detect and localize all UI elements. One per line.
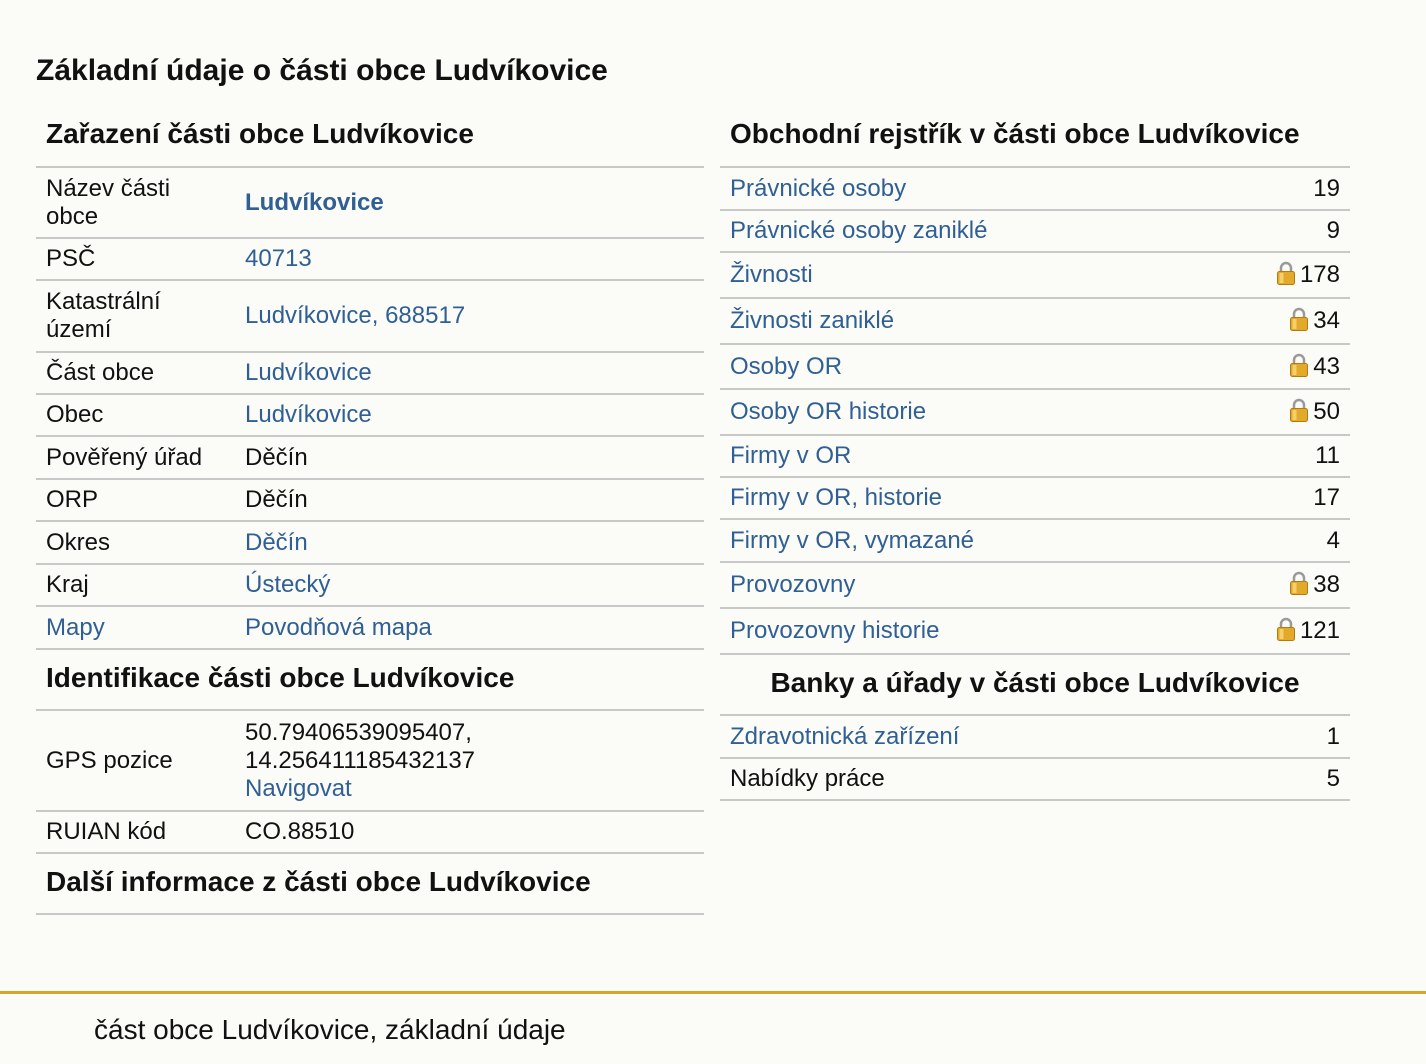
table-row [720, 210, 1350, 252]
padlock-icon [1289, 307, 1309, 331]
row-count: 43 [1313, 352, 1340, 380]
table-row [36, 521, 704, 564]
table-row [720, 435, 1350, 477]
row-key: ORP [46, 486, 99, 513]
identifikace-heading: Identifikace části obce Ludvíkovice [36, 650, 704, 711]
rejstrik-link[interactable]: Osoby OR historie [730, 398, 927, 425]
rejstrik-link[interactable]: Živnosti [730, 261, 813, 288]
rejstrik-link[interactable]: Firmy v OR, historie [730, 484, 943, 511]
row-count: 178 [1299, 261, 1340, 288]
table-row [36, 168, 704, 238]
dalsi-heading: Další informace z části obce Ludvíkovice [36, 854, 704, 915]
footer-text: část obce Ludvíkovice, základní údaje [94, 1014, 566, 1045]
right-column [720, 108, 1350, 801]
row-count: 1 [1326, 722, 1340, 750]
rejstrik-link[interactable]: Právnické osoby zaniklé [730, 217, 988, 244]
rejstrik-table [720, 168, 1350, 655]
rejstrik-link[interactable]: Firmy v OR, vymazané [730, 526, 975, 554]
padlock-icon [1289, 571, 1309, 595]
row-count: 121 [1299, 617, 1340, 644]
row-key: Kraj [46, 571, 89, 598]
row-value-link[interactable]: Povodňová mapa [245, 613, 432, 641]
table-row [720, 168, 1350, 210]
row-key: Okres [46, 528, 111, 556]
row-value: Děčín [245, 443, 308, 471]
table-row [36, 811, 704, 853]
row-key: Název části obce [46, 174, 171, 230]
padlock-icon [1276, 617, 1296, 641]
table-row [36, 479, 704, 521]
row-count: 34 [1313, 307, 1340, 334]
row-key: Pověřený úřad [46, 443, 203, 471]
zarazeni-table [36, 168, 704, 650]
row-value-link[interactable]: 40713 [245, 245, 312, 272]
rejstrik-link[interactable]: Provozovny [730, 571, 856, 598]
table-row [36, 238, 704, 280]
table-row [36, 394, 704, 436]
table-row [720, 562, 1350, 608]
table-row [720, 298, 1350, 344]
row-count: 38 [1313, 571, 1340, 598]
row-value-link[interactable]: Ústecký [245, 571, 331, 598]
row-count: 9 [1326, 217, 1340, 244]
ruian-value: CO.88510 [235, 811, 704, 853]
banky-heading: Banky a úřady v části obce Ludvíkovice [720, 655, 1350, 716]
banky-table [720, 716, 1350, 801]
table-row [36, 352, 704, 394]
row-key-link[interactable]: Mapy [46, 613, 105, 641]
gps-lon: 14.256411185432137 [245, 746, 476, 774]
gps-lat: 50.79406539095407, [245, 718, 472, 746]
rejstrik-link[interactable]: Osoby OR [730, 352, 843, 380]
table-row [36, 606, 704, 649]
padlock-icon [1289, 353, 1309, 377]
left-column [36, 108, 704, 915]
table-row [720, 519, 1350, 562]
row-key: Katastrální území [46, 288, 161, 343]
padlock-icon [1276, 261, 1296, 285]
rejstrik-link[interactable]: Provozovny historie [730, 617, 940, 644]
row-count: 50 [1313, 398, 1340, 425]
table-row [720, 716, 1350, 758]
table-row [720, 758, 1350, 800]
row-key: Obec [46, 401, 104, 428]
rejstrik-link[interactable]: Firmy v OR [730, 442, 852, 469]
table-row [36, 280, 704, 352]
row-count: 19 [1313, 174, 1340, 202]
gps-label: GPS pozice [36, 711, 235, 811]
row-count: 4 [1326, 526, 1340, 554]
table-row [720, 608, 1350, 654]
table-row [720, 344, 1350, 389]
row-value-link[interactable]: Ludvíkovice, 688517 [245, 302, 466, 329]
table-row [720, 252, 1350, 298]
row-count: 5 [1326, 765, 1340, 792]
table-row [36, 436, 704, 479]
rejstrik-link[interactable]: Právnické osoby [730, 174, 907, 202]
ruian-label: RUIAN kód [36, 811, 235, 853]
table-row [720, 477, 1350, 519]
table-row [36, 564, 704, 606]
banky-link[interactable]: Zdravotnická zařízení [730, 722, 960, 750]
padlock-icon [1289, 398, 1309, 422]
banky-label: Nabídky práce [730, 765, 885, 792]
row-value-link[interactable]: Ludvíkovice [245, 359, 372, 386]
rejstrik-heading: Obchodní rejstřík v části obce Ludvíkovice [720, 108, 1350, 168]
row-key: PSČ [46, 245, 96, 272]
page-title: Základní údaje o části obce Ludvíkovice [36, 54, 608, 87]
footer-divider [0, 991, 1426, 994]
row-key: Část obce [46, 359, 155, 386]
identifikace-table [36, 711, 704, 854]
row-value-link[interactable]: Děčín [245, 528, 308, 556]
navigate-link[interactable]: Navigovat [245, 774, 352, 802]
table-row [36, 711, 704, 811]
row-count: 11 [1315, 442, 1340, 469]
row-value: Děčín [245, 486, 308, 513]
row-value-link[interactable]: Ludvíkovice [245, 188, 384, 216]
zarazeni-heading: Zařazení části obce Ludvíkovice [36, 108, 704, 168]
gps-value [235, 711, 704, 811]
table-row [720, 389, 1350, 435]
row-value-link[interactable]: Ludvíkovice [245, 401, 372, 428]
rejstrik-link[interactable]: Živnosti zaniklé [730, 307, 895, 334]
row-count: 17 [1313, 484, 1340, 511]
